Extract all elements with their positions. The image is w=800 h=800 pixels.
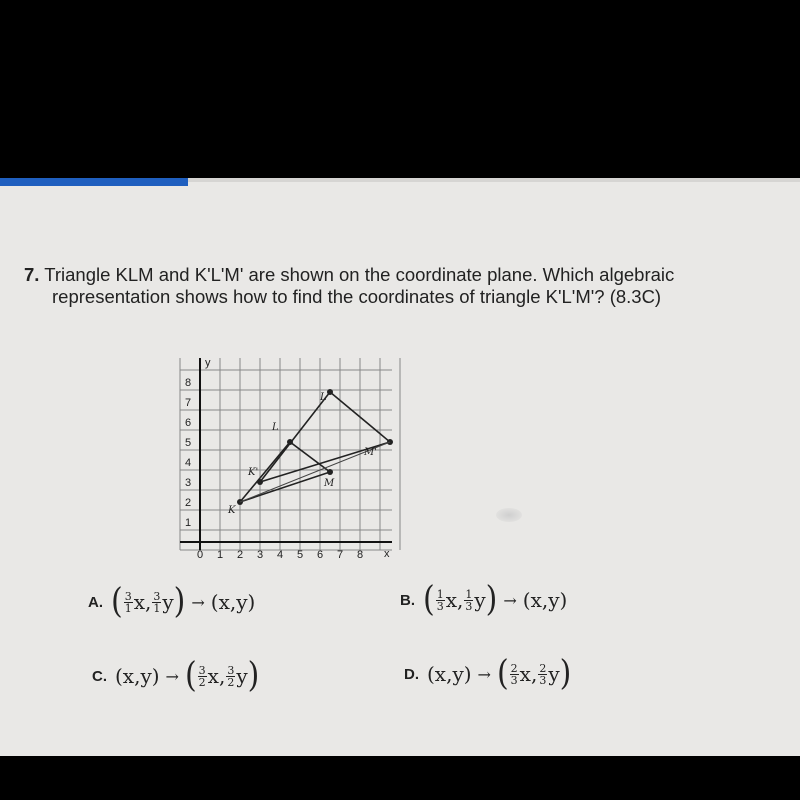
x-tick-label: 8 [357,549,364,561]
vertex-label: L' [320,392,330,403]
arrow-icon: → [477,664,491,684]
question-number: 7. [24,264,40,285]
triangles [227,389,393,516]
arrow-icon: → [191,592,205,612]
y-tick-label: 2 [185,497,192,509]
choice-d[interactable]: D. (x,y) → ( $\frac{2}{3}$ x, $\frac{2}{3}$ y ) [404,653,572,694]
choice-b-letter: B. [400,591,415,609]
fraction: $\frac{3}{2}$ [198,663,206,689]
fraction: $\frac{3}{2}$ [227,663,235,689]
x-tick-label: 2 [237,549,244,561]
worksheet-screen [0,178,800,756]
x-axis-label: x [384,548,390,560]
y-axis-label: y [205,357,211,369]
choice-a[interactable]: A. ( $\frac{3}{1}$ x, $\frac{3}{1}$ y ) → (x,y) [88,581,256,622]
question-line-2: representation shows how to find the coordinates of triangle K'L'M'? (8.3C) [52,286,662,307]
fraction: $\frac{1}{3}$ [465,587,473,613]
y-tick-label: 3 [185,477,192,489]
arrow-icon: → [165,666,179,686]
screen-smudge [496,508,522,522]
x-tick-label: 6 [317,549,324,561]
arrow-icon: → [503,590,517,610]
y-tick-label: 8 [185,377,192,389]
choice-a-letter: A. [88,593,103,611]
vertex-point [327,469,333,475]
bottom-bezel [0,756,800,800]
vertex-point [257,479,263,485]
blue-tab-strip [0,178,188,186]
fraction: $\frac{3}{1}$ [124,589,132,615]
vertex-label: M' [364,447,377,458]
choice-c-letter: C. [92,667,107,685]
x-tick-label: 1 [217,549,224,561]
choice-b[interactable]: B. ( $\frac{1}{3}$ x, $\frac{1}{3}$ y ) → (x,y) [400,579,568,620]
vertex-label: K [228,505,236,516]
y-tick-label: 5 [185,437,192,449]
y-tick-label: 4 [185,457,192,469]
vertex-label: L [272,422,279,433]
question-line-1: Triangle KLM and K'L'M' are shown on the coordinate plane. Which algebraic [44,264,675,285]
fraction: $\frac{2}{3}$ [510,661,518,687]
fraction: $\frac{2}{3}$ [539,661,547,687]
y-tick-label: 7 [185,397,192,409]
vertex-label: K' [248,467,259,478]
x-tick-label: 7 [337,549,344,561]
vertex-label: M [324,478,335,489]
question-text [24,264,794,308]
x-tick-label: 3 [257,549,264,561]
choice-c[interactable]: C. (x,y) → ( $\frac{3}{2}$ x, $\frac{3}{2}$ y ) [92,655,260,696]
x-tick-label: 0 [197,549,204,561]
fraction: $\frac{1}{3}$ [436,587,444,613]
x-tick-label: 4 [277,549,284,561]
choice-d-letter: D. [404,665,419,683]
fraction: $\frac{3}{1}$ [153,589,161,615]
y-tick-label: 6 [185,417,192,429]
coordinate-plane [178,352,392,561]
y-tick-label: 1 [185,517,192,529]
x-tick-label: 5 [297,549,304,561]
